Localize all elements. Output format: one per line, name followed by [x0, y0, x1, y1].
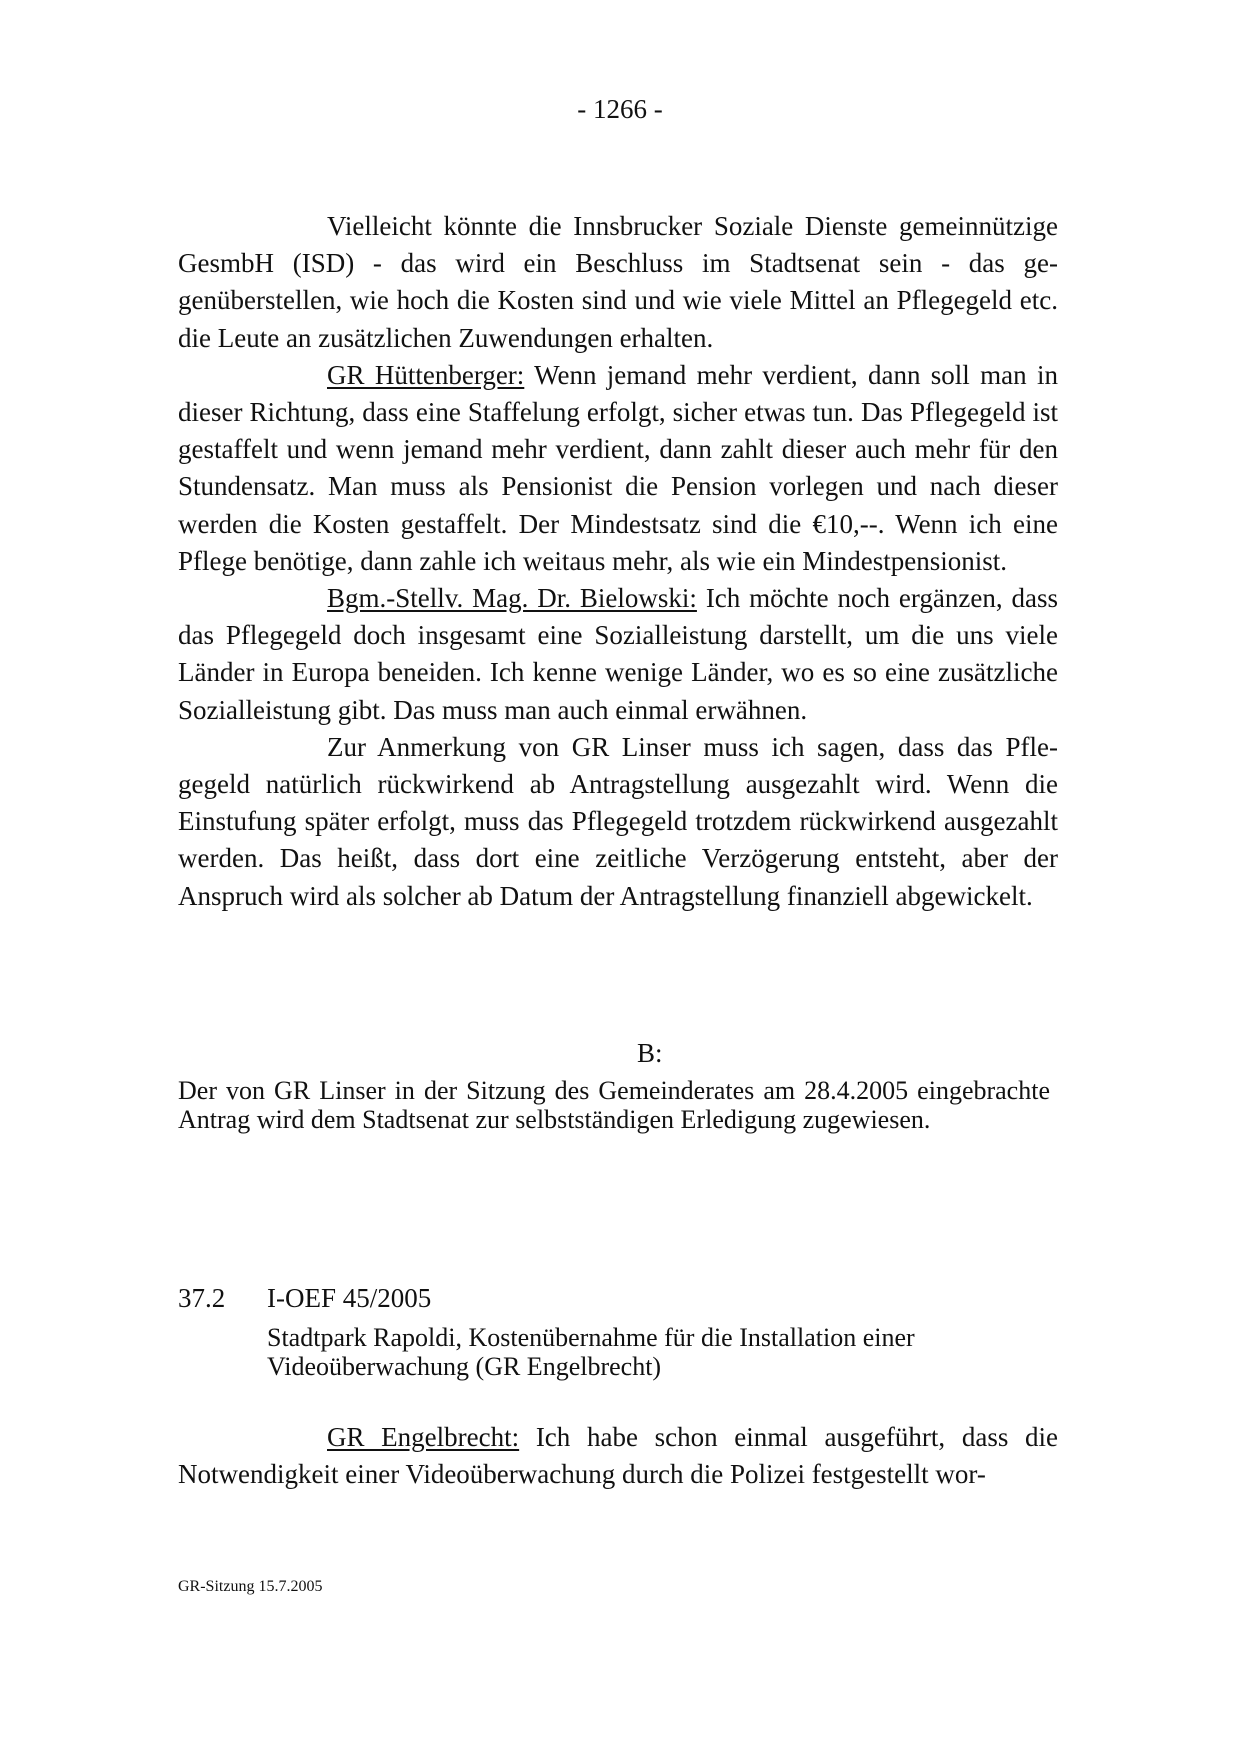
- speaker-name: GR Hüttenberger:: [327, 359, 525, 390]
- paragraph: [178, 580, 1058, 729]
- paragraph-text: Zur Anmerkung von GR Linser muss ich sagen, dass das Pflegegeld natürlich rückwirkend ab Antragstellung ausgezahlt wird. Wenn die Einstufung später erfolgt, muss das Pflegegeld trotzdem rückwirkend ausgezahlt werden. Das heißt, dass dort eine zeitliche Verzögerung entsteht, aber der Anspruch wird als solcher ab Datum der Antragstellung finanziell abgewickelt.: [178, 731, 1058, 911]
- page-number: - 1266 -: [577, 94, 663, 124]
- paragraph-text: Ich möchte noch ergänzen, dass das Pflegegeld doch insgesamt eine Sozialleistung darstellt, um die uns viele Länder in Europa beneiden. Ich kenne wenige Länder, wo es so eine zusätzliche Sozialleistung gibt. Das muss man auch einmal erwähnen.: [178, 583, 1058, 725]
- paragraph-text: Vielleicht könnte die Innsbrucker Soziale Dienste gemeinnützige GesmbH (ISD) - das wird ein Beschluss im Stadtsenat sein - das gegenüberstellen, wie hoch die Kosten sind und wie viele Mittel an Pflegegeld etc. die Leute an zusätzlichen Zuwendungen erhalten.: [178, 211, 1058, 353]
- paragraph-text: Wenn jemand mehr verdient, dann soll man in dieser Richtung, dass eine Staffelung erfolgt, sicher etwas tun. Das Pflegegeld ist gestaffelt und wenn jemand mehr verdient, dann zahlt dieser auch mehr für den Stundensatz. Man muss als Pensionist die Pension vorlegen und nach dieser werden die Kosten gestaffelt. Der Mindestsatz sind die €10,--. Wenn ich eine Pflege benötige, dann zahle ich weitaus mehr, als wie ein Mindestpensionist.: [178, 359, 1058, 576]
- speaker-name: Bgm.-Stellv. Mag. Dr. Bielowski:: [327, 583, 697, 614]
- item-title: Stadtpark Rapoldi, Kostenübernahme für die Installation einer Videoüberwachung (GR Engelbrecht): [267, 1323, 915, 1381]
- paragraph: [178, 208, 1058, 357]
- body-text: [178, 208, 1058, 915]
- item-code: I-OEF 45/2005: [267, 1283, 432, 1313]
- paragraph: [178, 729, 1058, 915]
- body-text-continued: [178, 1419, 1058, 1493]
- speaker-name: GR Engelbrecht:: [327, 1422, 520, 1452]
- section-b-label: B:: [637, 1038, 663, 1068]
- paragraph: [178, 1419, 1058, 1493]
- footer-session-date: GR-Sitzung 15.7.2005: [178, 1578, 323, 1595]
- paragraph-text: Ich habe schon einmal ausgeführt, dass die Notwendigkeit einer Videoüberwachung durch die Polizei festgestellt wor-: [178, 1422, 1058, 1490]
- resolution-text: Der von GR Linser in der Sitzung des Gemeinderates am 28.4.2005 eingebrachte Antrag wird dem Stadtsenat zur selbstständigen Erledigung zugewiesen.: [178, 1076, 1050, 1134]
- paragraph: [178, 357, 1058, 580]
- item-number: 37.2: [178, 1283, 226, 1313]
